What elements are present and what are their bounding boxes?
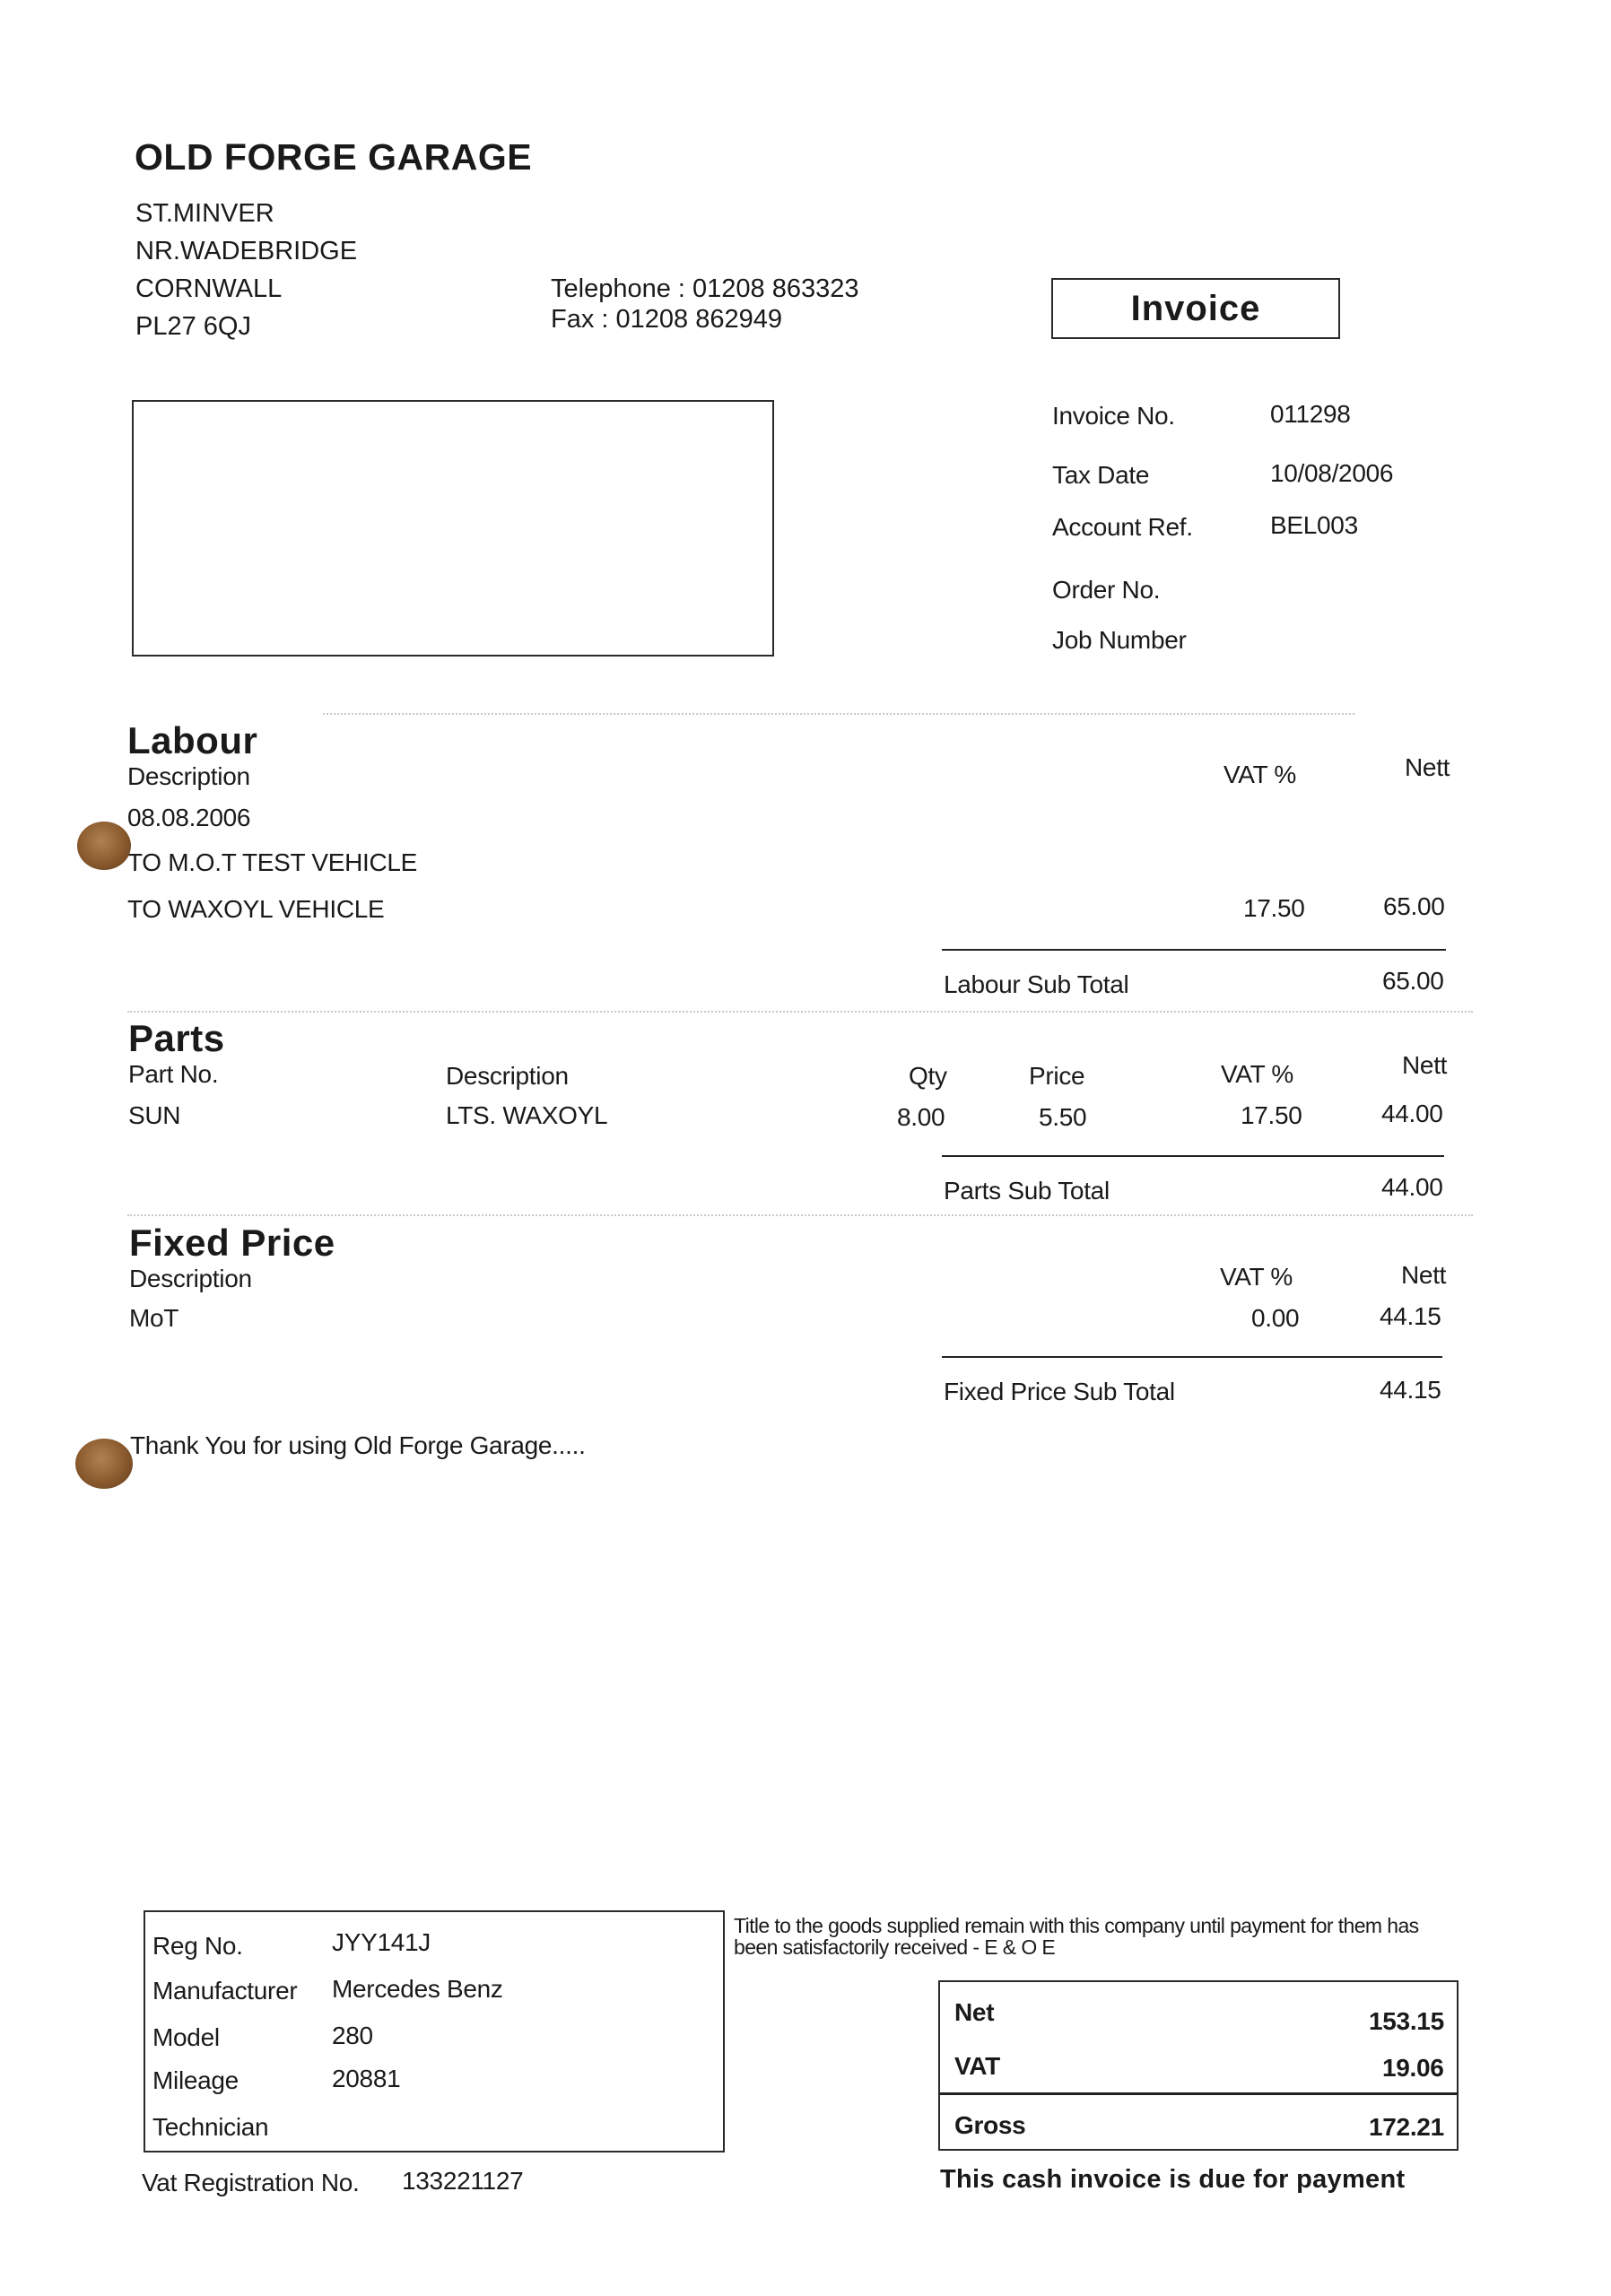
parts-row-price: 5.50 <box>1039 1103 1087 1131</box>
gross-value: 172.21 <box>1369 2113 1444 2141</box>
invoice-no-value: 011298 <box>1270 400 1351 428</box>
parts-subtotal-label: Parts Sub Total <box>944 1177 1110 1205</box>
parts-description-header: Description <box>446 1062 569 1090</box>
punch-hole-top <box>77 822 131 870</box>
payment-note: This cash invoice is due for payment <box>940 2165 1406 2194</box>
labour-description-header: Description <box>127 762 250 790</box>
vat-total-value: 19.06 <box>1382 2054 1444 2082</box>
parts-subtotal-rule <box>942 1155 1444 1157</box>
labour-title: Labour <box>127 719 258 761</box>
labour-subtotal-rule <box>942 949 1446 951</box>
parts-title: Parts <box>128 1017 225 1059</box>
technician-label: Technician <box>152 2113 269 2141</box>
punch-hole-bottom <box>75 1439 133 1489</box>
fixed-price-subtotal-label: Fixed Price Sub Total <box>944 1378 1175 1405</box>
account-ref-value: BEL003 <box>1270 511 1358 539</box>
thank-you-message: Thank You for using Old Forge Garage..... <box>130 1431 586 1459</box>
company-address-line-1: ST.MINVER <box>135 199 274 228</box>
invoice-title: Invoice <box>1130 288 1261 328</box>
gross-label: Gross <box>954 2111 1026 2139</box>
company-address-line-3: CORNWALL <box>135 274 283 303</box>
parts-vat-header: VAT % <box>1221 1060 1293 1088</box>
fixed-price-separator <box>127 1214 1473 1216</box>
fixed-price-row-description: MoT <box>129 1304 179 1332</box>
parts-part-no-header: Part No. <box>128 1060 219 1088</box>
vat-registration-label: Vat Registration No. <box>142 2169 360 2196</box>
parts-nett-header: Nett <box>1402 1051 1448 1079</box>
model-value: 280 <box>332 2022 373 2049</box>
model-label: Model <box>152 2023 220 2051</box>
labour-nett-value: 65.00 <box>1383 892 1445 920</box>
fixed-price-row-vat: 0.00 <box>1251 1304 1300 1332</box>
labour-line-1: TO M.O.T TEST VEHICLE <box>127 848 418 876</box>
labour-vat-value: 17.50 <box>1243 894 1305 922</box>
company-address-line-2: NR.WADEBRIDGE <box>135 237 358 265</box>
fixed-price-row-nett: 44.15 <box>1380 1302 1441 1330</box>
labour-line-2: TO WAXOYL VEHICLE <box>127 895 385 923</box>
labour-nett-header: Nett <box>1405 753 1450 781</box>
company-fax: Fax : 01208 862949 <box>551 305 782 334</box>
terms-line-2: been satisfactorily received - E & O E <box>734 1935 1056 1959</box>
company-telephone: Telephone : 01208 863323 <box>551 274 859 303</box>
tax-date-value: 10/08/2006 <box>1270 459 1394 487</box>
vat-total-label: VAT <box>954 2052 1000 2080</box>
company-name: OLD FORGE GARAGE <box>135 136 533 178</box>
parts-row-qty: 8.00 <box>897 1103 945 1131</box>
labour-date: 08.08.2006 <box>127 804 251 831</box>
parts-qty-header: Qty <box>909 1062 947 1090</box>
customer-address-box <box>132 400 774 657</box>
terms-line-1: Title to the goods supplied remain with this company until payment for them has <box>734 1914 1419 1937</box>
parts-separator <box>127 1011 1473 1013</box>
parts-price-header: Price <box>1029 1062 1085 1090</box>
fixed-price-title: Fixed Price <box>129 1222 335 1264</box>
tax-date-label: Tax Date <box>1052 461 1150 489</box>
company-address-line-4: PL27 6QJ <box>135 312 251 341</box>
totals-gross-rule <box>938 2092 1459 2095</box>
labour-vat-header: VAT % <box>1223 761 1296 788</box>
invoice-no-label: Invoice No. <box>1052 402 1175 430</box>
labour-subtotal-label: Labour Sub Total <box>944 970 1129 998</box>
parts-subtotal-value: 44.00 <box>1381 1173 1443 1201</box>
labour-subtotal-value: 65.00 <box>1382 967 1444 995</box>
fixed-price-nett-header: Nett <box>1401 1261 1447 1289</box>
fixed-price-description-header: Description <box>129 1265 252 1292</box>
fixed-price-subtotal-rule <box>942 1356 1442 1358</box>
parts-row-nett: 44.00 <box>1381 1100 1443 1127</box>
mileage-label: Mileage <box>152 2066 239 2094</box>
reg-no-label: Reg No. <box>152 1932 243 1960</box>
account-ref-label: Account Ref. <box>1052 513 1193 541</box>
fixed-price-subtotal-value: 44.15 <box>1380 1376 1441 1404</box>
net-value: 153.15 <box>1369 2007 1444 2035</box>
net-label: Net <box>954 1998 995 2026</box>
order-no-label: Order No. <box>1052 576 1161 604</box>
parts-row-part-no: SUN <box>128 1101 181 1129</box>
vat-registration-value: 133221127 <box>402 2167 524 2195</box>
labour-separator <box>323 713 1354 715</box>
manufacturer-value: Mercedes Benz <box>332 1975 503 2003</box>
manufacturer-label: Manufacturer <box>152 1977 298 2005</box>
reg-no-value: JYY141J <box>332 1928 431 1956</box>
mileage-value: 20881 <box>332 2065 401 2092</box>
fixed-price-vat-header: VAT % <box>1220 1263 1293 1291</box>
parts-row-vat: 17.50 <box>1241 1101 1302 1129</box>
parts-row-description: LTS. WAXOYL <box>446 1101 608 1129</box>
invoice-title-box <box>1051 278 1340 339</box>
job-number-label: Job Number <box>1052 626 1187 654</box>
